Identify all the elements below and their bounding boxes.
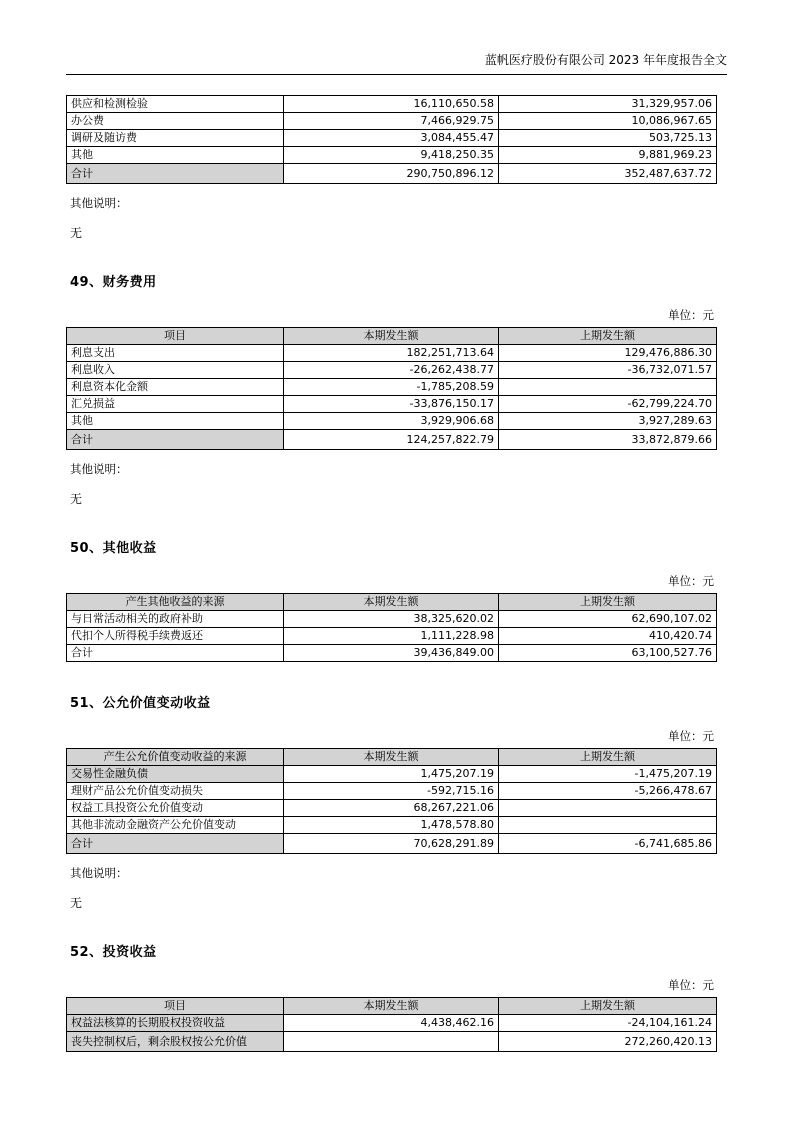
- col-header-prior: 上期发生额: [499, 594, 717, 611]
- cell-label: 供应和检测检验: [67, 96, 284, 113]
- cell-current: 7,466,929.75: [284, 113, 499, 130]
- other-notes-value: 无: [70, 492, 83, 506]
- fair-value-change-table: [66, 748, 717, 854]
- expense-detail-table-continued: [66, 95, 717, 184]
- col-header-prior: 上期发生额: [499, 749, 717, 766]
- cell-label: 与日常活动相关的政府补助: [67, 611, 284, 628]
- table-row-total: [67, 645, 717, 662]
- cell-current: 9,418,250.35: [284, 147, 499, 164]
- table-header-row: [67, 749, 717, 766]
- cell-total-label: 合计: [67, 834, 284, 854]
- cell-total-current: 39,436,849.00: [284, 645, 499, 662]
- cell-label: 利息资本化金额: [67, 379, 284, 396]
- cell-current: 1,111,228.98: [284, 628, 499, 645]
- investment-income-table: [66, 997, 717, 1052]
- cell-label: 利息收入: [67, 362, 284, 379]
- other-notes-label: 其他说明：: [70, 196, 128, 210]
- cell-label: 调研及随访费: [67, 130, 284, 147]
- cell-label: 理财产品公允价值变动损失: [67, 783, 284, 800]
- cell-current: 3,084,455.47: [284, 130, 499, 147]
- cell-current: 16,110,650.58: [284, 96, 499, 113]
- unit-label: 单位：元: [668, 574, 714, 588]
- cell-prior: 129,476,886.30: [499, 345, 717, 362]
- cell-prior: 9,881,969.23: [499, 147, 717, 164]
- table-row: [67, 413, 717, 430]
- table-row: [67, 611, 717, 628]
- cell-total-label: 合计: [67, 164, 284, 184]
- cell-total-prior: 33,872,879.66: [499, 430, 717, 450]
- cell-label: 权益法核算的长期股权投资收益: [67, 1015, 284, 1032]
- cell-total-current: 124,257,822.79: [284, 430, 499, 450]
- cell-prior: [499, 800, 717, 817]
- other-notes-label: 其他说明：: [70, 462, 128, 476]
- col-header-item: 产生公允价值变动收益的来源: [67, 749, 284, 766]
- cell-label: 权益工具投资公允价值变动: [67, 800, 284, 817]
- table-row: [67, 783, 717, 800]
- cell-current: 182,251,713.64: [284, 345, 499, 362]
- cell-current: [284, 1032, 499, 1052]
- other-notes-value: 无: [70, 896, 83, 910]
- col-header-current: 本期发生额: [284, 749, 499, 766]
- cell-current: 4,438,462.16: [284, 1015, 499, 1032]
- cell-prior: [499, 379, 717, 396]
- col-header-current: 本期发生额: [284, 328, 499, 345]
- table-row: [67, 379, 717, 396]
- cell-total-prior: 352,487,637.72: [499, 164, 717, 184]
- section-heading-52: 52、投资收益: [70, 945, 157, 960]
- table-row: [67, 628, 717, 645]
- table-row: [67, 362, 717, 379]
- section-heading-49: 49、财务费用: [70, 275, 157, 290]
- cell-prior: 3,927,289.63: [499, 413, 717, 430]
- cell-prior: 272,260,420.13: [499, 1032, 717, 1052]
- col-header-prior: 上期发生额: [499, 998, 717, 1015]
- cell-prior: -24,104,161.24: [499, 1015, 717, 1032]
- unit-label: 单位：元: [668, 308, 714, 322]
- unit-label: 单位：元: [668, 729, 714, 743]
- cell-prior: 503,725.13: [499, 130, 717, 147]
- col-header-current: 本期发生额: [284, 998, 499, 1015]
- cell-prior: -5,266,478.67: [499, 783, 717, 800]
- cell-total-current: 70,628,291.89: [284, 834, 499, 854]
- cell-total-prior: -6,741,685.86: [499, 834, 717, 854]
- table-row-total: [67, 834, 717, 854]
- cell-prior: -36,732,071.57: [499, 362, 717, 379]
- table-row-total: [67, 164, 717, 184]
- cell-prior: -1,475,207.19: [499, 766, 717, 783]
- table-row: [67, 345, 717, 362]
- cell-current: 38,325,620.02: [284, 611, 499, 628]
- cell-prior: 410,420.74: [499, 628, 717, 645]
- table-row: [67, 817, 717, 834]
- finance-expense-table: [66, 327, 717, 450]
- cell-prior: -62,799,224.70: [499, 396, 717, 413]
- cell-current: 68,267,221.06: [284, 800, 499, 817]
- cell-label: 其他: [67, 413, 284, 430]
- cell-current: 1,478,578.80: [284, 817, 499, 834]
- cell-total-label: 合计: [67, 645, 284, 662]
- cell-current: 1,475,207.19: [284, 766, 499, 783]
- other-notes-label: 其他说明：: [70, 866, 128, 880]
- cell-label: 丧失控制权后，剩余股权按公允价值: [67, 1032, 284, 1052]
- table-row: [67, 766, 717, 783]
- cell-prior: [499, 817, 717, 834]
- cell-label: 汇兑损益: [67, 396, 284, 413]
- cell-prior: 10,086,967.65: [499, 113, 717, 130]
- col-header-prior: 上期发生额: [499, 328, 717, 345]
- cell-label: 利息支出: [67, 345, 284, 362]
- table-row: [67, 396, 717, 413]
- col-header-item: 项目: [67, 998, 284, 1015]
- cell-current: -26,262,438.77: [284, 362, 499, 379]
- table-header-row: [67, 594, 717, 611]
- cell-total-prior: 63,100,527.76: [499, 645, 717, 662]
- table-row: [67, 1032, 717, 1052]
- page-header-title: 蓝帆医疗股份有限公司 2023 年年度报告全文: [66, 52, 727, 75]
- other-notes-value: 无: [70, 226, 83, 240]
- section-heading-51: 51、公允价值变动收益: [70, 696, 211, 711]
- cell-total-current: 290,750,896.12: [284, 164, 499, 184]
- table-row: [67, 800, 717, 817]
- cell-current: -1,785,208.59: [284, 379, 499, 396]
- table-row: [67, 96, 717, 113]
- table-row: [67, 1015, 717, 1032]
- col-header-item: 项目: [67, 328, 284, 345]
- table-row: [67, 147, 717, 164]
- col-header-item: 产生其他收益的来源: [67, 594, 284, 611]
- table-header-row: [67, 328, 717, 345]
- col-header-current: 本期发生额: [284, 594, 499, 611]
- cell-label: 办公费: [67, 113, 284, 130]
- cell-label: 交易性金融负债: [67, 766, 284, 783]
- table-row: [67, 130, 717, 147]
- cell-label: 其他非流动金融资产公允价值变动: [67, 817, 284, 834]
- cell-current: -592,715.16: [284, 783, 499, 800]
- cell-prior: 62,690,107.02: [499, 611, 717, 628]
- unit-label: 单位：元: [668, 978, 714, 992]
- other-income-table: [66, 593, 717, 662]
- table-header-row: [67, 998, 717, 1015]
- cell-total-label: 合计: [67, 430, 284, 450]
- cell-label: 代扣个人所得税手续费返还: [67, 628, 284, 645]
- cell-prior: 31,329,957.06: [499, 96, 717, 113]
- cell-current: -33,876,150.17: [284, 396, 499, 413]
- table-row-total: [67, 430, 717, 450]
- cell-label: 其他: [67, 147, 284, 164]
- cell-current: 3,929,906.68: [284, 413, 499, 430]
- table-row: [67, 113, 717, 130]
- section-heading-50: 50、其他收益: [70, 541, 157, 556]
